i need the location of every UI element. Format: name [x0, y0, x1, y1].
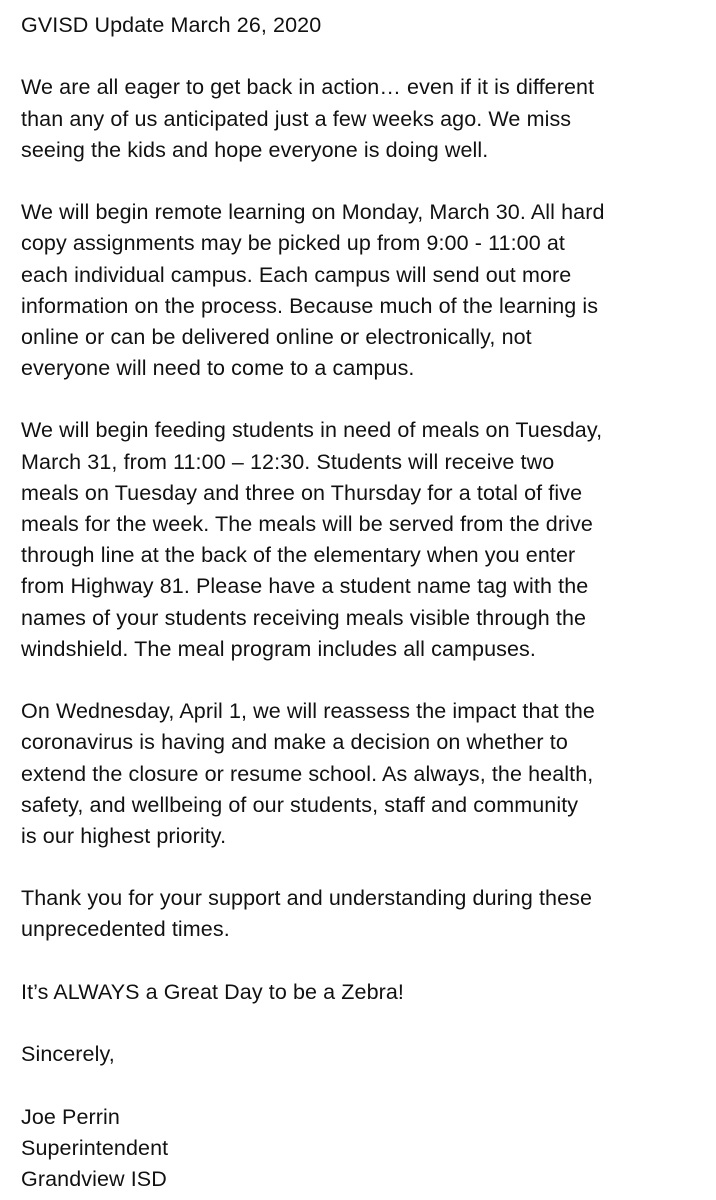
text-line: everyone will need to come to a campus. [21, 356, 415, 381]
signature-name: Joe Perrin [21, 1104, 120, 1129]
text-line: information on the process. Because much of the learning is [21, 293, 599, 318]
signature-role: Superintendent [21, 1135, 169, 1160]
text-line: meals on Tuesday and three on Thursday for a total of five [21, 480, 583, 505]
text-line: copy assignments may be picked up from 9:00 - 11:00 at [21, 231, 565, 256]
text-line: online or can be delivered online or electronically, not [21, 324, 532, 349]
text-line: Thank you for your support and understanding during these [21, 886, 593, 911]
paragraph-reassess [21, 696, 701, 852]
text-line: unprecedented times. [21, 917, 230, 942]
signature-organization: Grandview ISD [21, 1166, 167, 1191]
text-line: meals for the week. The meals will be served from the drive [21, 512, 593, 536]
paragraph-thanks [21, 883, 701, 945]
closing: Sincerely, [21, 1042, 115, 1067]
letter-title: GVISD Update March 26, 2020 [21, 13, 322, 37]
text-line: We will begin remote learning on Monday, March 30. All hard [21, 200, 605, 225]
text-line: than any of us anticipated just a few weeks ago. We miss [21, 106, 572, 131]
text-line: March 31, from 11:00 – 12:30. Students will receive two [21, 449, 555, 474]
paragraph-spacer [21, 1070, 701, 1101]
text-line: windshield. The meal program includes all campuses. [21, 636, 536, 661]
text-line: from Highway 81. Please have a student name tag with the [21, 574, 589, 599]
paragraph-spacer [21, 1008, 701, 1039]
text-line: extend the closure or resume school. As always, the health, [21, 761, 594, 786]
paragraph-spacer [21, 166, 701, 197]
paragraph-spacer [21, 384, 701, 415]
text-line: seeing the kids and hope everyone is doing well. [21, 137, 489, 162]
paragraph-spacer [21, 665, 701, 696]
signature-block [21, 1102, 701, 1196]
paragraph-meals [21, 415, 701, 665]
letter-document [21, 10, 701, 1195]
text-line: coronavirus is having and make a decision on whether to [21, 730, 568, 755]
text-line: It’s ALWAYS a Great Day to be a Zebra! [21, 979, 405, 1004]
text-line: through line at the back of the elementary when you enter [21, 543, 576, 568]
text-line: We are all eager to get back in action… even if it is different [21, 75, 595, 100]
paragraph-motto [21, 977, 701, 1008]
text-line: names of your students receiving meals visible through the [21, 605, 587, 630]
text-line: On Wednesday, April 1, we will reassess the impact that the [21, 699, 595, 724]
text-line: We will begin feeding students in need of meals on Tuesday, [21, 418, 603, 443]
paragraph-intro [21, 72, 701, 166]
text-line: is our highest priority. [21, 823, 227, 848]
paragraph-spacer [21, 852, 701, 883]
paragraph-remote-learning [21, 197, 701, 384]
paragraph-spacer [21, 41, 701, 72]
paragraph-spacer [21, 946, 701, 977]
text-line: safety, and wellbeing of our students, staff and community [21, 792, 579, 817]
text-line: each individual campus. Each campus will send out more [21, 262, 572, 287]
